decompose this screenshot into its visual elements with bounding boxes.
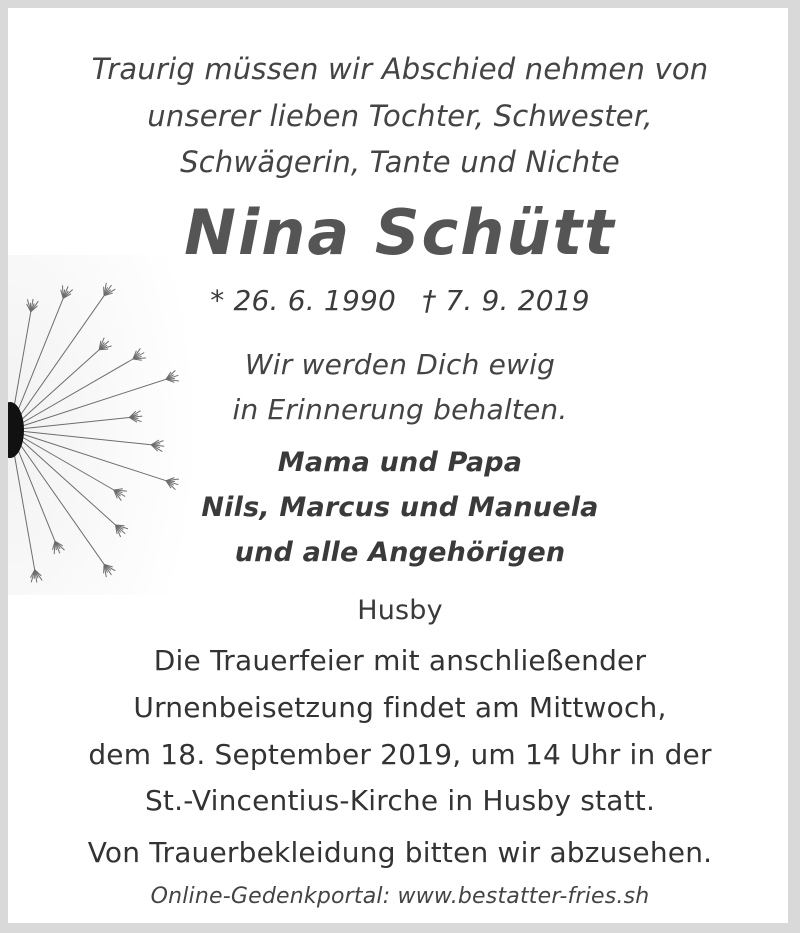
death-date: † 7. 9. 2019 — [422, 284, 590, 317]
life-dates — [0, 284, 800, 317]
attire-note: Von Trauerbekleidung bitten wir abzusehen. — [87, 836, 713, 869]
family-line-1: Mama und Papa — [277, 447, 523, 478]
intro-line-3: Schwägerin, Tante und Nichte — [180, 145, 620, 179]
ceremony-line-4: St.-Vincentius-Kirche in Husby statt. — [144, 784, 656, 817]
ceremony-line-1: Die Trauerfeier mit anschließender — [153, 644, 647, 677]
memorial-portal-text: Online-Gedenkportal: www.bestatter-fries.sh — [150, 884, 650, 909]
deceased-name: Nina Schütt — [184, 196, 616, 269]
ceremony-line-3: dem 18. September 2019, um 14 Uhr in der — [88, 738, 712, 771]
ceremony-line-2: Urnenbeisetzung findet am Mittwoch, — [133, 691, 667, 724]
place: Husby — [357, 595, 443, 626]
intro-line-2: unserer lieben Tochter, Schwester, — [147, 99, 653, 133]
memory-line-2: in Erinnerung behalten. — [232, 393, 568, 426]
family-line-3: und alle Angehörigen — [234, 537, 566, 568]
birth-date: * 26. 6. 1990 — [210, 284, 396, 317]
memory-line-1: Wir werden Dich ewig — [244, 348, 556, 381]
family-line-2: Nils, Marcus und Manuela — [201, 492, 599, 523]
intro-line-1: Traurig müssen wir Abschied nehmen von — [91, 52, 709, 86]
